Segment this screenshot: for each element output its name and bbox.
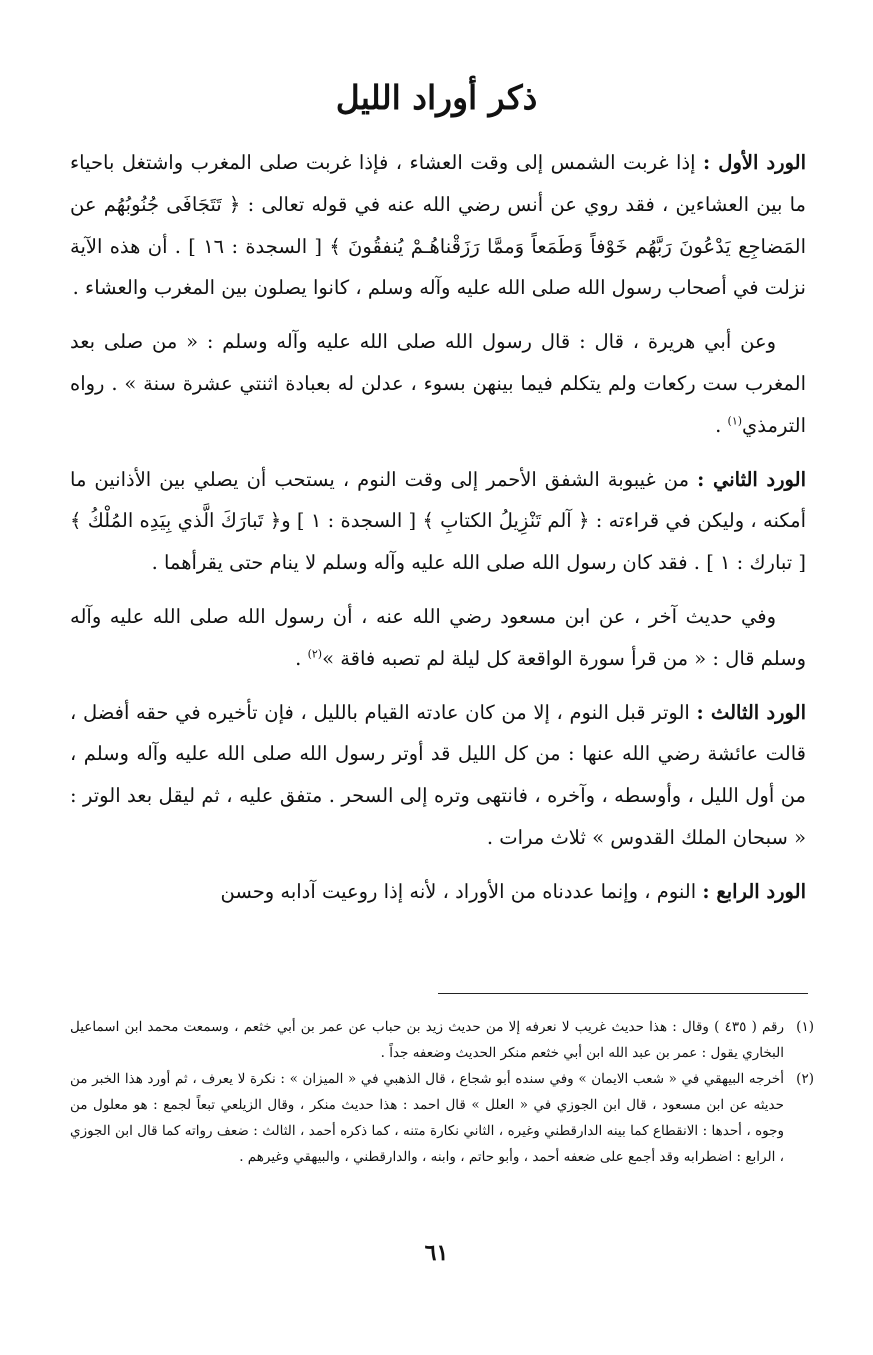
footnote-number: (١) [796,1019,814,1035]
paragraph-tail: . [715,413,728,437]
paragraph-text: وفي حديث آخر ، عن ابن مسعود رضي الله عنه ، أن رسول الله صلى الله عليه وآله وسلم قال : « من قرأ سورة الواقعة كل ليلة لم تصبه فاقة » [70,604,806,670]
footnote-ref-1[interactable]: (١) [727,414,743,428]
footnote-text: رقم ( ٤٣٥ ) وقال : هذا حديث غريب لا نعرفه إلا من حديث زيد بن حباب عن عمر بن أبي خثعم ، وسمعت محمد ابن اسماعيل البخاري يقول : عمر بن عبد الله ابن أبي خثعم منكر الحديث وضعفه جداً . [70,1019,784,1061]
footnote-divider [438,993,808,994]
section-heading: الورد الثاني : [697,467,806,491]
section-heading: الورد الأول : [703,151,806,174]
footnote-ref-2[interactable]: (٢) [307,647,323,661]
section-heading: الورد الرابع : [702,879,806,903]
paragraph-wird-2 [70,459,806,584]
footnote-text: أخرجه البيهقي في « شعب الايمان » وفي سنده أبو شجاع ، قال الذهبي في « الميزان » : نكرة لا يعرف ، ثم أورد هذا الخبر من حديثه عن ابن مسعود ، قال ابن الجوزي في « العلل » قال احمد : هذا حديث منكر ، وقال الزيلعي تبعاً لجمع : هو معلول من وجوه ، أحدها : الانقطاع كما بينه الدارقطني وغيره ، الثاني نكارة متنه ، كما ذكره أحمد ، الثالث : ضعف رواته كما قال ابن الجوزي ، الرابع : اضطرابه وقد أجمع على ضعفه أحمد ، وأبو حاتم ، وابنه ، والدارقطني ، والبيهقي وغيرهم . [70,1071,784,1165]
section-heading: الورد الثالث : [696,700,806,724]
page-title: ذكر أوراد الليل [335,78,538,117]
footnote-number: (٢) [796,1071,814,1087]
paragraph-wird-4 [70,871,806,913]
paragraph-hadith-abu-hurayra [70,321,806,446]
paragraph-wird-1 [70,142,806,309]
footnotes [70,1014,814,1170]
paragraph-text: الوتر قبل النوم ، إلا من كان عادته القيام بالليل ، فإن تأخيره في حقه أفضل ، قالت عائشة رضي الله عنها : من كل الليل قد أوتر رسول الله صلى الله عليه وآله وسلم ، من أول الليل ، وأوسطه ، وآخره ، فانتهى وتره إلى السحر . متفق عليه ، ثم ليقل بعد الوتر : « سبحان الملك القدوس » ثلاث مرات . [70,700,806,849]
paragraph-tail: . [295,646,308,670]
paragraph-wird-3 [70,692,806,859]
paragraph-hadith-ibn-masud [70,596,806,680]
paragraph-text: وعن أبي هريرة ، قال : قال رسول الله صلى الله عليه وآله وسلم : « من صلى بعد المغرب ست ركعات ولم يتكلم فيما بينهن بسوء ، عدلن له بعبادة اثنتي عشرة سنة » . رواه الترمذي [70,330,806,437]
page-number: ٦١ [424,1240,449,1266]
footnote-2 [70,1066,814,1170]
main-text [70,142,806,925]
paragraph-text: من غيبوبة الشفق الأحمر إلى وقت النوم ، يستحب أن يصلي بين الأذانين ما أمكنه ، وليكن في قراءته : ﴿ آلم تَنْزِيلُ الكتابِ ﴾ [ السجدة : ١ ] و﴿ تَبارَكَ الَّذي بِيَدِه المُلْكُ ﴾ [ تبارك : ١ ] . فقد كان رسول الله صلى الله عليه وآله وسلم لا ينام حتى يقرأهما . [70,467,806,575]
paragraph-text: النوم ، وإنما عددناه من الأوراد ، لأنه إذا روعيت آدابه وحسن [220,879,703,903]
paragraph-text: إذا غربت الشمس إلى وقت العشاء ، فإذا غربت صلى المغرب واشتغل باحياء ما بين العشاءين ، فقد روي عن أنس رضي الله عنه في قوله تعالى : ﴿ تَتَجَافَى جُنُوبُهُم عن المَضاجِع يَدْعُونَ رَبَّهُم خَوْفاً وَطَمَعاً وَممَّا رَزَقْناهُـمْ يُنفقُونَ ﴾ [ السجدة : ١٦ ] . أن هذه الآية نزلت في أصحاب رسول الله صلى الله عليه وآله وسلم ، كانوا يصلون بين المغرب والعشاء . [70,151,806,300]
footnote-1 [70,1014,814,1066]
